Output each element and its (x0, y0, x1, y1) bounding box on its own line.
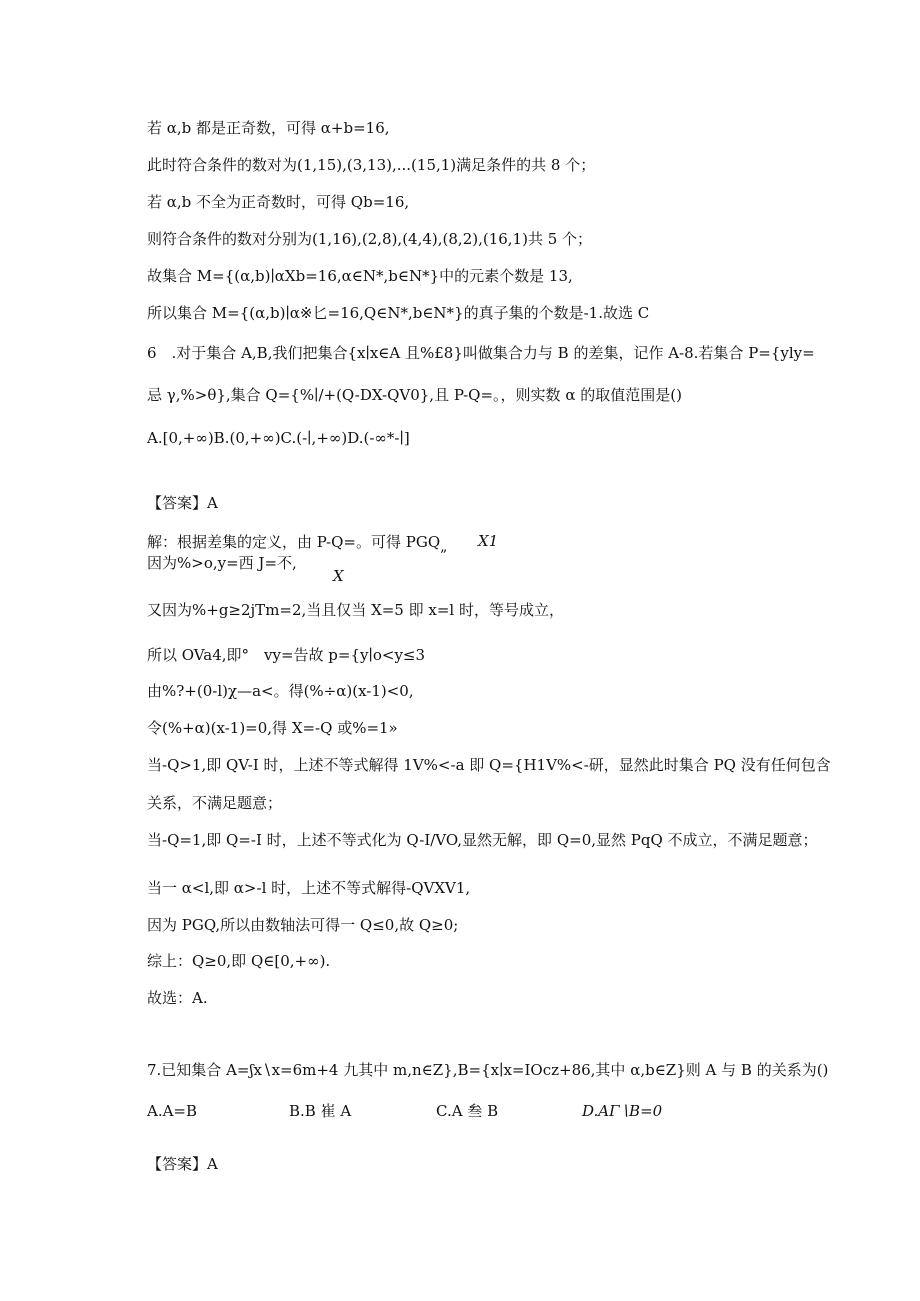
solution-line: 故选：A. (147, 989, 208, 1007)
solution-line: 综上：Q≥0,即 Q∈[0,+∞). (147, 952, 331, 970)
fraction-denominator: X (333, 567, 344, 585)
subscript-mark: „ (440, 539, 448, 555)
option-c: C.A 叁 B (436, 1102, 499, 1120)
text-line: 所以集合 M={(α,b)∣α※匕=16,Q∈N*,b∈N*}的真子集的个数是-1.故选 C (147, 304, 650, 322)
option-b: B.B 崔 A (289, 1102, 352, 1120)
text-line: 则符合条件的数对分别为(1,16),(2,8),(4,4),(8,2),(16,1)共 5 个； (147, 230, 593, 248)
solution-line: 因为%>o,y=西 J=不, (147, 554, 297, 572)
question-text: 7.已知集合 A=ʃx∖x=6m+4 九其中 m,n∈Z},B={x∣x=IOcz+86,其中 α,b∈Z}则 A 与 B 的关系为() (147, 1061, 829, 1079)
answer-tag: 【答案】A (147, 1155, 218, 1173)
solution-line: 当-Q=1,即 Q=-I 时，上述不等式化为 Q-I/VO,显然无解，即 Q=0,显然 PqQ 不成立，不满足题意； (147, 831, 818, 849)
text-line: 故集合 M={(α,b)∣αXb=16,α∈N*,b∈N*}中的元素个数是 13, (147, 267, 573, 285)
question-text: 6 .对于集合 A,B,我们把集合{x∣x∈A 且%£8}叫做集合力与 B 的差集，记作 A-8.若集合 P={yly= (147, 344, 815, 362)
text-line: 此时符合条件的数对为(1,15),(3,13),...(15,1)满足条件的共 8 个； (147, 156, 596, 174)
solution-line: 由%?+(0-l)χ—a<。得(%÷α)(x-1)<0, (147, 682, 414, 700)
solution-line: 关系，不满足题意； (147, 794, 283, 812)
option-a: A.A=B (147, 1102, 198, 1120)
text-line: 若 α,b 不全为正奇数时，可得 Qb=16, (147, 193, 410, 211)
solution-line: 当一 α<l,即 α>-l 时，上述不等式解得-QVXV1, (147, 879, 471, 897)
question-text: 忌 γ,%>θ},集合 Q={%∣/+(Q-DX-QV0},且 P-Q=。，则实数 α 的取值范围是() (147, 386, 682, 404)
option-d: D.AΓ∖B=0 (582, 1102, 663, 1120)
solution-text: 解：根据差集的定义，由 P-Q=。可得 PGQ (147, 533, 441, 551)
solution-line: 因为 PGQ,所以由数轴法可得一 Q≤0,故 Q≥0; (147, 916, 459, 934)
question-options: A.[0,+∞)B.(0,+∞)C.(-∣,+∞)D.(-∞*-∣] (147, 429, 410, 447)
solution-line: 当-Q>1,即 QV-I 时，上述不等式解得 1V%<-a 即 Q={H1V%<-研，显然此时集合 PQ 没有任何包含 (147, 756, 831, 774)
solution-line: 又因为%+g≥2jTm=2,当且仅当 X=5 即 x=l 时，等号成立， (147, 601, 564, 619)
answer-tag: 【答案】A (147, 494, 218, 512)
fraction-numerator: X1 (478, 532, 499, 550)
solution-line: 所以 OVa4,即° vy=告故 p={y∣o<y≤3 (147, 646, 426, 664)
solution-line: 令(%+α)(x-1)=0,得 X=-Q 或%=1» (147, 719, 398, 737)
text-line: 若 α,b 都是正奇数，可得 α+b=16, (147, 119, 390, 137)
